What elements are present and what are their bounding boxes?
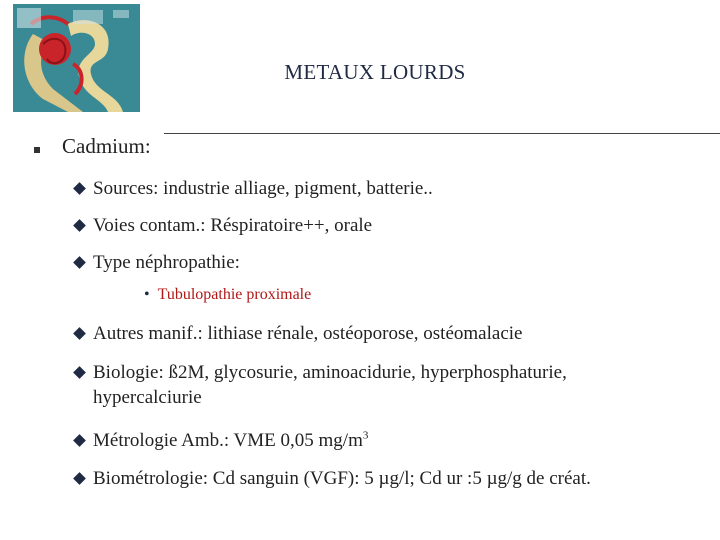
item-text: Type néphropathie: [93,252,240,273]
list-item [72,213,372,238]
sub-item [144,286,311,304]
item-text: Sources: industrie alliage, pigment, batterie.. [93,178,433,199]
item-text-main: Métrologie Amb.: VME 0,05 mg/m [93,430,363,451]
nephron-illustration [13,4,140,112]
item-text: Biométrologie: Cd sanguin (VGF): 5 µg/l; Cd ur :5 µg/g de créat. [93,468,591,489]
list-item [72,176,433,201]
list-item [72,428,368,453]
item-text [72,428,368,453]
sub-item-text: Tubulopathie proximale [157,286,312,303]
square-bullet-icon [34,147,40,153]
item-text-line2: hypercalciurie [93,387,202,408]
item-text: Voies contam.: Résp​iratoire++, orale [93,215,373,236]
superscript: 3 [362,429,369,442]
page-title: METAUX LOURDS [284,60,466,84]
list-item [72,466,591,491]
list-item [72,321,522,346]
divider [164,133,720,134]
item-text: Autres manif.: lithiase rénale, ostéoporose, ostéomalacie [93,323,523,344]
item-text-line1: Biologie: ß2M, glycosurie, aminoacidurie, hyperphosphaturie, [93,362,567,383]
dot-bullet-icon: • [144,286,150,303]
list-item [72,250,240,275]
list-item [72,360,567,410]
section-label: Cadmium: [62,134,151,158]
